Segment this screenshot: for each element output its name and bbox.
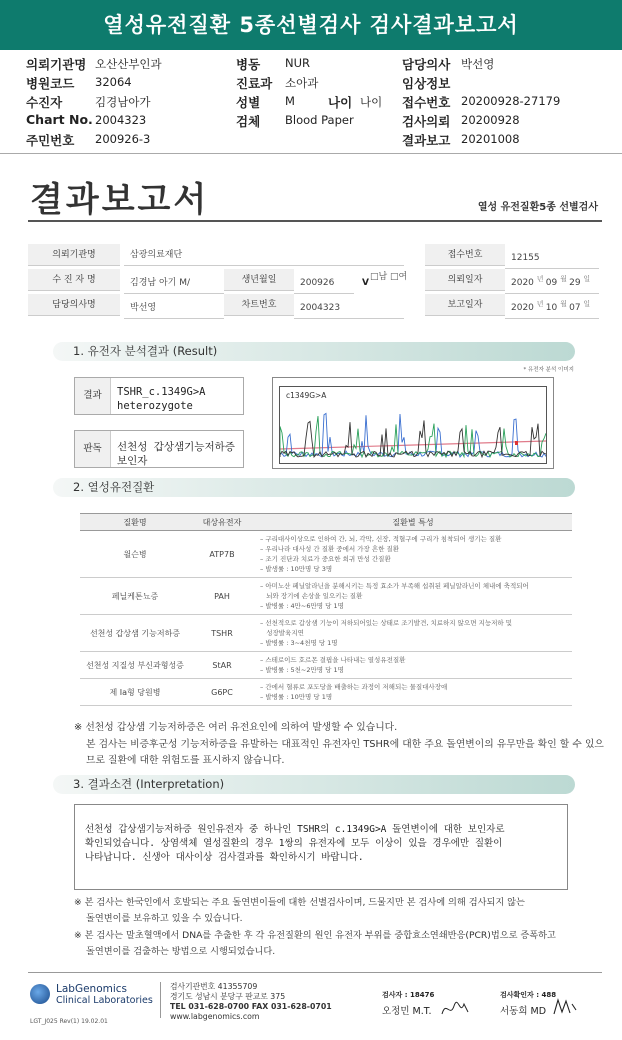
value-patient: 김경남 아기 M/ — [124, 272, 224, 294]
footer-rule — [28, 972, 602, 973]
sec3-note-1: ※ 본 검사는 한국인에서 호발되는 주요 돌연변이들에 대한 선별검사이며, 드물지만 본 검사에 의해 검사되지 않는 — [74, 897, 525, 908]
header-row — [0, 112, 622, 131]
label-report-date: 보고일자 — [425, 294, 505, 316]
chromatogram-frame — [279, 386, 547, 464]
report-title: 결과보고서 — [30, 180, 210, 220]
logo-sub: Clinical Laboratories — [56, 995, 153, 1006]
header-label: 담당의사 — [402, 57, 451, 72]
header-label: 검사의뢰 — [402, 114, 451, 129]
chromatogram-trace — [280, 387, 546, 463]
disease-row — [80, 531, 572, 578]
header-label: 의뢰기관명 — [26, 57, 87, 72]
header-label-age: 나이 — [328, 95, 353, 110]
value-chart: 2004323 — [294, 297, 404, 319]
header-label: 병동 — [236, 57, 261, 72]
tester-name: 오정민 M.T. — [382, 1006, 432, 1017]
patient-header — [0, 55, 622, 151]
header-value: M — [285, 94, 295, 108]
value-report-date — [505, 297, 599, 319]
judge-box — [74, 430, 244, 468]
labgenomics-logo-icon — [30, 984, 50, 1004]
judge-line1: 선천성 갑상샘기능저하증 — [117, 441, 235, 453]
result-line1: TSHR_c.1349G>A — [117, 386, 206, 398]
disease-gene: TSHR — [190, 615, 254, 652]
header-label: 진료과 — [236, 76, 273, 91]
disease-features: – 간에서 혈류로 포도당을 배출하는 과정이 저해되는 물질대사장애 – 발병률 : 10만명 당 1명 — [254, 679, 572, 706]
chromatogram-image — [272, 377, 554, 469]
disease-gene: G6PC — [190, 679, 254, 706]
sec3-note-4: 돌연변이를 검출하는 방법으로 시행되었습니다. — [86, 946, 276, 957]
date-part: 일 — [583, 300, 591, 308]
interp-line-1: 선천성 갑상샘기능저하증 원인유전자 중 하나인 TSHR의 c.1349G>A 돌연변이에 대한 보인자로 — [85, 824, 505, 835]
date-part: 년 — [536, 275, 546, 283]
label-accept: 접수번호 — [425, 244, 505, 266]
header-row — [0, 74, 622, 93]
header-row — [0, 93, 622, 112]
header-value: NUR — [285, 56, 311, 70]
header-label: 수진자 — [26, 95, 63, 110]
header-value-age: 나이 — [360, 95, 383, 109]
result-label: 결과 — [75, 378, 111, 414]
interpretation-box — [74, 804, 568, 890]
chrom-note: * 유전자 분석 이미지 — [523, 367, 574, 373]
date-part: 일 — [583, 275, 591, 283]
header-value: Blood Paper — [285, 113, 354, 127]
result-line2: heterozygote — [117, 400, 193, 412]
date-part: 07 — [569, 303, 584, 313]
header-value: 20201008 — [461, 132, 520, 146]
disease-name: 윌슨병 — [80, 531, 190, 578]
header-label: 결과보고 — [402, 133, 451, 148]
label-req-date: 의뢰일자 — [425, 269, 505, 291]
label-doctor: 담당의사명 — [28, 294, 120, 316]
disease-row — [80, 615, 572, 652]
tester-signature — [440, 998, 470, 1020]
disease-name: 선천성 갑상샘 기능저하증 — [80, 615, 190, 652]
header-label: Chart No. — [26, 112, 93, 127]
confirmer-label: 검사확인자 : 488 — [500, 991, 557, 999]
sec3-note-2: 돌연변이를 보유하고 있을 수 있습니다. — [86, 913, 243, 924]
header-value: 32064 — [95, 75, 132, 89]
disease-row — [80, 679, 572, 706]
header-label: 접수번호 — [402, 95, 451, 110]
disease-row — [80, 578, 572, 615]
label-chart: 차트번호 — [224, 294, 294, 316]
chromatogram-label: c1349G>A — [286, 391, 327, 400]
header-value: 200926-3 — [95, 132, 151, 146]
footer-addr-4: www.labgenomics.com — [170, 1012, 260, 1021]
section2-header: 2. 열성유전질환 — [53, 478, 575, 497]
footer-addr-3: TEL 031-628-0700 FAX 031-628-0701 — [170, 1002, 332, 1011]
footer-divider — [160, 982, 161, 1018]
value-req-inst: 삼광의료재단 — [124, 244, 404, 266]
footer-addr-2: 경기도 성남시 분당구 판교로 375 — [170, 992, 286, 1001]
confirmer-name: 서동희 MD — [500, 1006, 547, 1017]
footer-addr-1: 검사기관번호 41355709 — [170, 982, 258, 991]
disease-gene: PAH — [190, 578, 254, 615]
header-label: 병원코드 — [26, 76, 75, 91]
date-part: 29 — [569, 278, 584, 288]
judge-label: 판독 — [75, 431, 111, 467]
header-value: 20200928-27179 — [461, 94, 561, 108]
header-label: 성별 — [236, 95, 261, 110]
interp-line-3: 나타납니다. 신생아 대사이상 검사결과를 확인하시기 바랍니다. — [85, 852, 364, 863]
disease-name: 제 Ia형 당원병 — [80, 679, 190, 706]
header-value: 오산산부인과 — [95, 57, 162, 71]
label-birth: 생년월일 — [224, 269, 294, 291]
sec2-note-2: 본 검사는 비증후군성 기능저하증을 유발하는 대표적인 유전자인 TSHR에 대한 주요 돌연변이의 유무만을 확인 할 수 있으 — [86, 739, 604, 750]
report-subtitle: 열성 유전질환5종 선별검사 — [477, 202, 598, 213]
tester-label: 검사자 : 18476 — [382, 991, 435, 999]
col-gene: 대상유전자 — [190, 514, 254, 531]
header-row — [0, 55, 622, 74]
sec2-note-1: ※ 선천성 갑상샘 기능저하증은 여러 유전요인에 의하여 발생할 수 있습니다. — [74, 722, 398, 733]
disease-row — [80, 652, 572, 679]
header-value: 소아과 — [285, 76, 319, 90]
header-value: 김경남아가 — [95, 95, 151, 109]
judge-line2: 보인자 — [117, 455, 148, 467]
label-req-inst: 의뢰기관명 — [28, 244, 120, 266]
footer-address — [170, 982, 332, 1022]
header-value: 20200928 — [461, 113, 520, 127]
disease-features: – 아미노산 페닐알라닌을 분해시키는 특정 효소가 부족해 섭취된 페닐알라닌이 체내에 축적되어 뇌와 장기에 손상을 일으키는 질환 – 발병률 : 4만~6만명 당 1명 — [254, 578, 572, 615]
interp-line-2: 확인되었습니다. 상염색체 열성질환의 경우 1쌍의 유전자에 모두 이상이 있을 경우에만 질환이 — [85, 838, 503, 849]
date-part: 2020 — [511, 303, 537, 313]
header-label: 검체 — [236, 114, 261, 129]
header-label: 임상정보 — [402, 76, 451, 91]
sex-mark: V — [362, 278, 369, 288]
header-row — [0, 131, 622, 150]
disease-features: – 선천적으로 갑상샘 기능이 저하되어있는 상태로 조기발견, 치료하지 않으면 지능저하 및 성장발육지연 – 발병률 : 3~4천명 당 1명 — [254, 615, 572, 652]
disease-gene: StAR — [190, 652, 254, 679]
section1-header: 1. 유전자 분석결과 (Result) — [53, 342, 575, 361]
header-value: 박선영 — [461, 57, 495, 71]
result-box — [74, 377, 244, 415]
disease-gene: ATP7B — [190, 531, 254, 578]
value-doctor: 박선영 — [124, 297, 224, 319]
sec3-note-3: ※ 본 검사는 말초혈액에서 DNA를 추출한 후 각 유전질환의 원인 유전자 부위를 중합효소연쇄반응(PCR)법으로 증폭하고 — [74, 930, 556, 941]
disease-name: 선천성 지질성 부신과형성증 — [80, 652, 190, 679]
sex-options: □남 □여 — [370, 272, 408, 282]
form-number: LGT_J025 Rev(1) 19.02.01 — [30, 1018, 108, 1025]
disease-table — [80, 513, 572, 706]
disease-features: – 구리대사이상으로 인하여 간, 뇌, 각막, 신장, 적혈구에 구리가 침착되어 생기는 질환 – 우리나라 대사성 간 질환 중에서 가장 흔한 질환 – 조기 진단과 치료가 중요한 희귀 만성 간질환 – 발생률 : 10만명 당 3명 — [254, 531, 572, 578]
col-disease: 질환명 — [80, 514, 190, 531]
section3-header: 3. 결과소견 (Interpretation) — [53, 775, 575, 794]
disease-name: 페닐케톤뇨증 — [80, 578, 190, 615]
header-value: 2004323 — [95, 113, 147, 127]
divider — [0, 153, 622, 154]
sec2-note-3: 므로 질환에 대한 위험도를 표시하지 않습니다. — [86, 755, 285, 766]
date-part: 월 — [560, 300, 570, 308]
date-part: 09 — [545, 278, 561, 288]
confirmer-signature — [552, 996, 578, 1018]
date-part: 년 — [536, 300, 546, 308]
disease-features: – 스테로이드 호르몬 결핍을 나타내는 열성유전질환 – 발병률 : 5천~2만명 당 1명 — [254, 652, 572, 679]
logo-name: LabGenomics — [56, 983, 128, 995]
label-patient: 수 진 자 명 — [28, 269, 120, 291]
col-features: 질환별 특성 — [254, 514, 572, 531]
date-part: 10 — [545, 303, 561, 313]
report-banner-title: 열성유전질환 5종선별검사 검사결과보고서 — [0, 0, 622, 50]
header-label: 주민번호 — [26, 133, 75, 148]
value-birth: 200926 — [294, 272, 354, 294]
value-accept: 12155 — [505, 247, 599, 269]
value-req-date — [505, 272, 599, 294]
date-part: 월 — [560, 275, 570, 283]
date-part: 2020 — [511, 278, 537, 288]
title-rule — [28, 220, 602, 222]
